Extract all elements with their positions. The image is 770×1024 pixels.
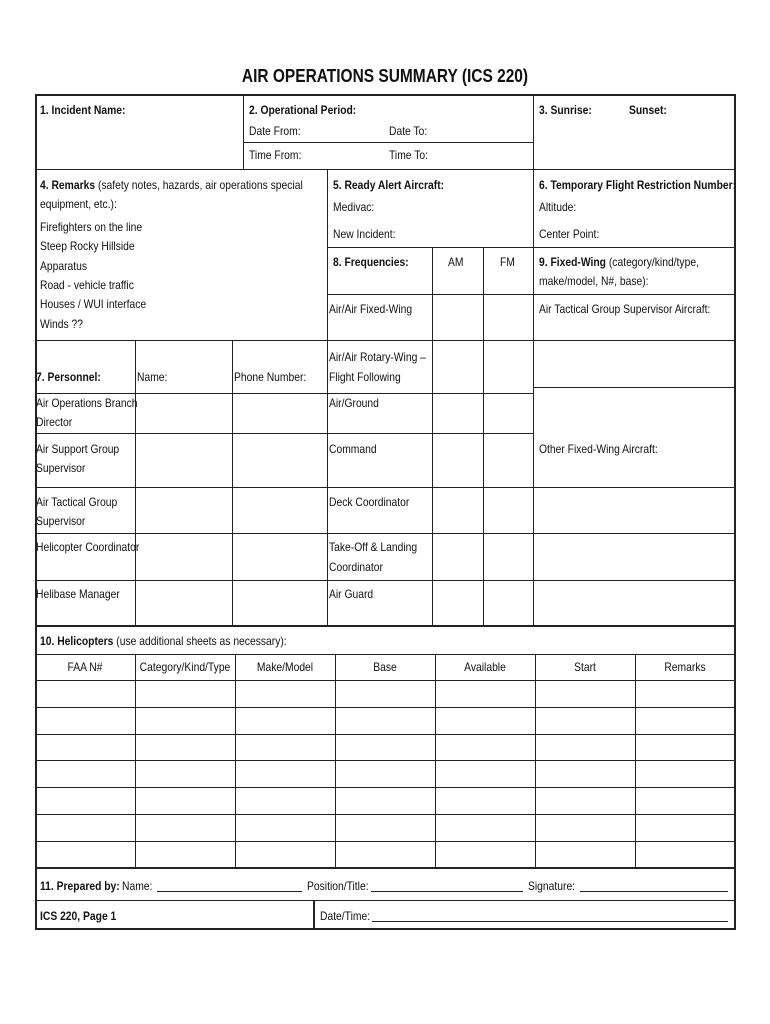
table-row <box>35 841 736 842</box>
heli-column-header: Start <box>574 660 596 674</box>
divider <box>35 654 736 655</box>
sunrise-label: 3. Sunrise: <box>539 103 592 117</box>
divider <box>432 247 433 627</box>
remarks-line: Apparatus <box>40 259 88 273</box>
table-row <box>35 734 736 735</box>
page-label: ICS 220, Page 1 <box>40 909 117 923</box>
sunset-label: Sunset: <box>629 103 667 117</box>
operational-period-label: 2. Operational Period: <box>249 103 357 117</box>
divider <box>35 867 736 869</box>
altitude-label: Altitude: <box>539 200 577 214</box>
date-from-label: Date From: <box>249 124 301 138</box>
remarks-line: Winds ?? <box>40 317 84 331</box>
remarks-label-cont: equipment, etc.): <box>40 197 117 211</box>
freq-coordinator: Coordinator <box>329 560 383 574</box>
incident-name-label: 1. Incident Name: <box>40 103 126 117</box>
heli-column-header: Base <box>373 660 397 674</box>
freq-command: Command <box>329 442 377 456</box>
divider <box>35 169 736 170</box>
center-point-label: Center Point: <box>539 227 600 241</box>
ready-alert-label: 5. Ready Alert Aircraft: <box>333 178 445 192</box>
divider <box>243 142 534 143</box>
signature-field[interactable] <box>580 879 728 892</box>
helicopters-label: 10. Helicopters (use additional sheets as necessary): <box>40 634 287 648</box>
heli-column-header: FAA N# <box>67 660 103 674</box>
frequencies-label: 8. Frequencies: <box>333 255 409 269</box>
divider <box>327 294 735 295</box>
table-row <box>35 680 736 681</box>
signature-label: Signature: <box>528 879 576 893</box>
date-time-field[interactable] <box>372 909 728 922</box>
frame-left <box>35 94 37 930</box>
table-row <box>35 760 736 761</box>
divider <box>533 387 735 388</box>
divider <box>313 900 315 929</box>
fixed-wing-label-cont: make/model, N#, base): <box>539 274 649 288</box>
divider <box>35 393 533 394</box>
prepared-by-label: 11. Prepared by: <box>40 879 120 893</box>
freq-air-air-rotary: Air/Air Rotary-Wing – <box>329 350 426 364</box>
form-title: AIR OPERATIONS SUMMARY (ICS 220) <box>241 66 529 86</box>
freq-air-air-fixed: Air/Air Fixed-Wing <box>329 302 413 316</box>
divider <box>533 580 735 581</box>
remarks-line: Road - vehicle traffic <box>40 278 134 292</box>
freq-takeoff-landing: Take-Off & Landing <box>329 540 418 554</box>
frame-right <box>734 94 736 930</box>
divider <box>35 900 736 901</box>
time-to-label: Time To: <box>389 148 429 162</box>
freq-deck-coordinator: Deck Coordinator <box>329 495 410 509</box>
name-column-label: Name: <box>137 370 168 384</box>
personnel-label: 7. Personnel: <box>36 370 101 384</box>
date-time-label: Date/Time: <box>320 909 371 923</box>
divider <box>327 169 328 626</box>
remarks-line: Houses / WUI interface <box>40 297 147 311</box>
remarks-line: Steep Rocky Hillside <box>40 239 135 253</box>
frame-bottom <box>35 928 736 930</box>
heli-column-header: Category/Kind/Type <box>139 660 231 674</box>
tfr-label: 6. Temporary Flight Restriction Number: <box>539 178 737 192</box>
divider <box>533 533 735 534</box>
position-title-field[interactable] <box>371 879 523 892</box>
divider <box>35 533 533 534</box>
medivac-label: Medivac: <box>333 200 375 214</box>
fixed-wing-label: 9. Fixed-Wing (category/kind/type, <box>539 255 699 269</box>
personnel-row: Air Support Group <box>36 442 120 456</box>
divider <box>243 94 244 170</box>
personnel-row: Air Operations Branch <box>36 396 138 410</box>
divider <box>533 487 735 488</box>
divider <box>232 340 233 626</box>
table-row <box>35 787 736 788</box>
table-row <box>35 707 736 708</box>
phone-column-label: Phone Number: <box>234 370 307 384</box>
divider <box>533 340 735 341</box>
time-from-label: Time From: <box>249 148 302 162</box>
personnel-row: Air Tactical Group <box>36 495 118 509</box>
heli-column-header: Remarks <box>664 660 706 674</box>
position-title-label: Position/Title: <box>307 879 369 893</box>
date-to-label: Date To: <box>389 124 428 138</box>
freq-air-ground: Air/Ground <box>329 396 379 410</box>
heli-column-header: Make/Model <box>256 660 314 674</box>
personnel-row: Helibase Manager <box>36 587 120 601</box>
freq-flight-following: Flight Following <box>329 370 401 384</box>
personnel-row: Supervisor <box>36 514 86 528</box>
personnel-row: Supervisor <box>36 461 86 475</box>
freq-air-guard: Air Guard <box>329 587 374 601</box>
divider <box>533 94 534 170</box>
remarks-line: Firefighters on the line <box>40 220 143 234</box>
divider <box>35 580 533 581</box>
divider <box>35 625 736 627</box>
other-fixed-wing-label: Other Fixed-Wing Aircraft: <box>539 442 658 456</box>
prepared-name-field[interactable] <box>157 879 302 892</box>
divider <box>35 487 533 488</box>
divider <box>483 247 484 627</box>
air-tactical-aircraft-label: Air Tactical Group Supervisor Aircraft: <box>539 302 711 316</box>
divider <box>35 433 533 434</box>
divider <box>533 169 534 626</box>
personnel-row: Helicopter Coordinator <box>36 540 140 554</box>
divider <box>35 340 533 341</box>
new-incident-label: New Incident: <box>333 227 396 241</box>
remarks-label: 4. Remarks (safety notes, hazards, air operations special <box>40 178 303 192</box>
personnel-row: Director <box>36 415 73 429</box>
prepared-name-label: Name: <box>122 879 153 893</box>
am-label: AM <box>448 255 464 269</box>
fm-label: FM <box>500 255 515 269</box>
divider <box>135 340 136 626</box>
heli-column-header: Available <box>464 660 506 674</box>
table-row <box>35 814 736 815</box>
frame-top <box>35 94 736 96</box>
divider <box>327 247 735 248</box>
